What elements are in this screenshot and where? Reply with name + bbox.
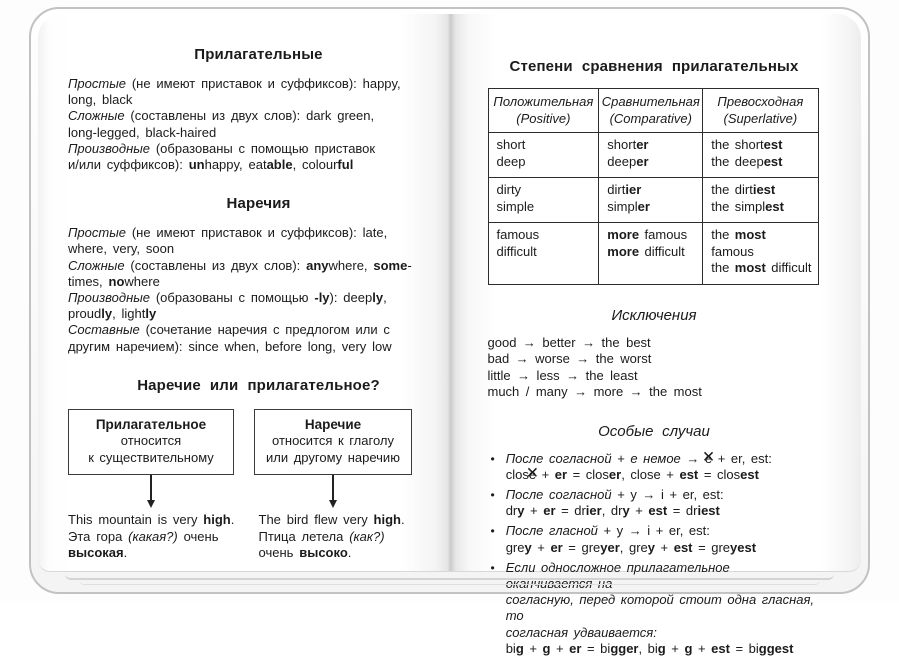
special-case-item xyxy=(488,487,821,519)
exceptions-list xyxy=(488,335,821,401)
pointer-arrows xyxy=(68,475,449,512)
adjective-example: This mountain is very high. Эта гора (какая?) очень высокая. xyxy=(68,512,235,560)
left-page-content xyxy=(68,46,449,561)
special-case-rule: После согласной + y → i + er, est: xyxy=(505,486,724,502)
arrow-down-icon xyxy=(332,475,334,500)
special-cases-list xyxy=(488,451,821,657)
table-cell: shorter deeper xyxy=(599,133,703,178)
arrow-down-icon xyxy=(150,475,152,500)
adverb-box-line: относится к глаголу xyxy=(272,433,394,449)
table-cell: the dirtiest the simplest xyxy=(703,178,818,223)
table-row xyxy=(488,133,818,178)
bullet-marker: • xyxy=(490,487,495,502)
table-row xyxy=(488,178,818,223)
left-page xyxy=(38,14,450,572)
table-cell: the most famous the most difficult xyxy=(703,223,818,285)
adverb-box-line: или другому наречию xyxy=(266,449,400,465)
table-cell: dirtier simpler xyxy=(599,178,703,223)
adverb-box-title: Наречие xyxy=(304,416,362,432)
special-case-rule: После согласной + е немое → е ✕ + er, est: xyxy=(506,451,821,467)
special-case-rule: После гласной + y → i + er, est: xyxy=(505,523,710,539)
bullet-marker: • xyxy=(490,560,495,575)
adjectives-paragraph: Простые (не имеют приставок и суффиксов): happy, long, black Сложные (составлены из двух слов): dark green, long-legged, black-haired Производные (образованы с помощью приставок и/или суффиксов): unhappy, eatable, colourful xyxy=(68,76,401,173)
header-ru: Положительная xyxy=(493,94,594,109)
adverb-example: The bird flew very high. Птица летела (как?) очень высоко. xyxy=(258,512,405,560)
table-header-positive xyxy=(488,89,599,133)
exception-line: bad → worse → the worst xyxy=(487,351,652,366)
comparison-boxes xyxy=(68,409,449,476)
right-page xyxy=(450,14,862,656)
table-cell: short deep xyxy=(488,133,599,178)
table-header-comparative xyxy=(599,89,703,133)
adverb-box xyxy=(254,409,412,476)
special-cases-heading: Особые случаи xyxy=(598,422,710,440)
table-row xyxy=(488,223,818,285)
header-ru: Сравнительная xyxy=(601,94,700,109)
bullet-marker: • xyxy=(490,524,495,539)
special-case-item xyxy=(488,523,821,555)
special-case-formula: dry + er = drier, dry + est = driest xyxy=(505,503,720,519)
adjectives-heading: Прилагательные xyxy=(194,46,323,63)
adjective-box-line: к существительному xyxy=(88,449,214,465)
special-case-item xyxy=(488,451,821,483)
adjective-box xyxy=(68,409,234,476)
bullet-marker: • xyxy=(490,451,495,466)
special-case-formula: grey + er = greyer, grey + est = greyest xyxy=(505,539,757,555)
comparison-table xyxy=(488,88,819,285)
exception-line: much / many → more → the most xyxy=(487,384,702,399)
table-header-row xyxy=(488,89,818,133)
header-en: (Comparative) xyxy=(609,110,692,126)
header-ru: Превосходная xyxy=(717,94,804,109)
table-cell: the shortest the deepest xyxy=(703,133,818,178)
special-case-rule: Если односложное прилагательное оканчивается на согласную, перед которой стоит одна гласная, то согласная удваивается: xyxy=(505,559,815,640)
adjective-box-title: Прилагательное xyxy=(95,416,207,432)
exception-line: good → better → the best xyxy=(487,334,651,350)
page-stack-edge xyxy=(79,580,820,585)
comparison-heading: Степени сравнения прилагательных xyxy=(509,58,799,75)
table-cell: dirty simple xyxy=(488,178,599,223)
exception-line: little → less → the least xyxy=(487,367,638,383)
book-spread xyxy=(38,14,861,656)
adjective-box-line: относится xyxy=(120,433,182,449)
adverbs-paragraph: Простые (не имеют приставок и суффиксов): late, where, very, soon Сложные (составлены из двух слов): anywhere, some- times, nowhere Производные (образованы с помощью -ly): deeply, proudly, lightly Составные (сочетание наречия с предлогом или с другим наречием): since when, before long, very low xyxy=(68,225,412,354)
adverbs-heading: Наречия xyxy=(226,195,291,213)
special-case-formula: big + g + er = bigger, big + g + est = biggest xyxy=(505,640,794,656)
table-cell: more famous more difficult xyxy=(599,223,703,285)
special-case-formula: closе ✕ + er = closer, close + est = closest xyxy=(506,467,821,483)
right-page-content xyxy=(488,58,821,661)
exceptions-heading: Исключения xyxy=(611,306,697,324)
header-en: (Superlative) xyxy=(723,110,798,126)
table-cell: famous difficult xyxy=(488,223,599,285)
book-cover xyxy=(29,7,870,656)
adverb-or-adjective-heading: Наречие или прилагательное? xyxy=(137,376,380,394)
examples-row xyxy=(68,512,449,561)
header-en: (Positive) xyxy=(516,110,571,126)
table-header-superlative xyxy=(703,89,818,133)
